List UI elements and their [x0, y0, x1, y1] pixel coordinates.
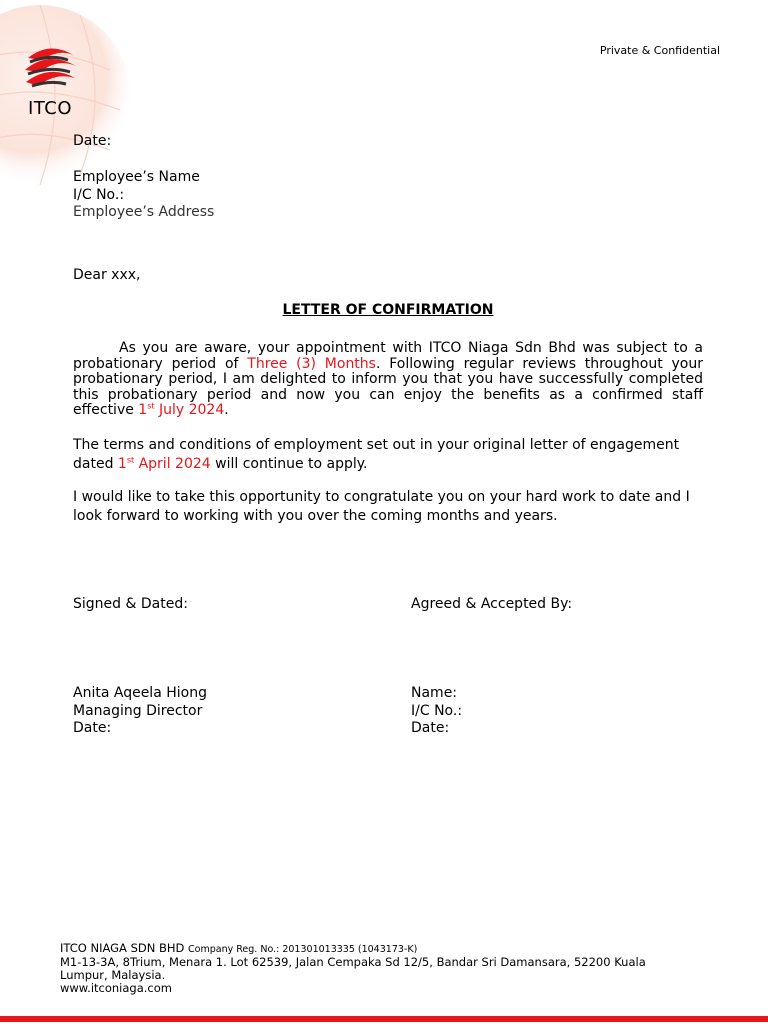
signatory-position: Managing Director [73, 703, 203, 719]
private-confidential-label: Private & Confidential [599, 44, 720, 57]
ic-number-label: I/C No.: [73, 187, 125, 203]
letter-title: LETTER OF CONFIRMATION [282, 302, 494, 318]
itco-logo-icon [20, 38, 80, 98]
signatory-name: Anita Aqeela Hiong [73, 685, 207, 701]
footer-red-bar [0, 1016, 768, 1022]
para1-text-a: As you are aware, your appointment with ITCO Niaga Sdn Bhd was subject to a probationary period of [73, 340, 703, 372]
date-label: Date: [73, 133, 112, 149]
footer-address: M1-13-3A, 8Trium, Menara 1. Lot 62539, Jalan Cempaka Sd 12/5, Bandar Sri Damansara, 52200 Kuala Lumpur, Malaysia. [60, 955, 646, 982]
salutation: Dear xxx, [73, 267, 141, 283]
engagement-date: 1st April 2024 [117, 454, 211, 472]
footer-company-name: ITCO NIAGA SDN BHD [60, 941, 185, 955]
acceptor-name-label: Name: [411, 685, 458, 701]
signed-dated-heading: Signed & Dated: [73, 596, 188, 612]
para1-text-b: . Following regular reviews throughout your probationary period, I am delighted to inform you that you have successfully completed this probationary period and now you can enjoy the benefits as a confirmed staff effective [73, 355, 703, 418]
logo-text: ITCO [28, 98, 72, 119]
footer-company-reg: Company Reg. No.: 201301013335 (1043173-K) [188, 944, 418, 955]
footer-website: www.itconiaga.com [60, 981, 172, 995]
signatory-date-label: Date: [73, 720, 112, 736]
paragraph-terms: The terms and conditions of employment set out in your original letter of engagement dated 1st April 2024 will continue to apply. [73, 437, 680, 472]
probation-period: Three (3) Months [247, 355, 376, 372]
acceptor-ic-label: I/C No.: [411, 703, 463, 719]
paragraph-congratulate: I would like to take this opportunity to congratulate you on your hard work to date and I look forward to working with you over the coming months and years. [73, 489, 690, 524]
employee-address: Employee’s Address [73, 204, 215, 220]
company-footer [60, 942, 680, 995]
effective-date: 1st July 2024 [138, 401, 225, 418]
acceptor-date-label: Date: [411, 720, 450, 736]
agreed-accepted-heading: Agreed & Accepted By: [411, 596, 573, 612]
footer-company-line [60, 942, 680, 956]
employee-name: Employee’s Name [73, 169, 200, 185]
paragraph-probation: As you are aware, your appointment with ITCO Niaga Sdn Bhd was subject to a probationary period of Three (3) Months. Following regular reviews throughout your probationary period, I am delighted to inform you that you have successfully completed this probationary period and now you can enjoy the benefits as a confirmed staff effective 1st July 2024. [73, 340, 703, 418]
